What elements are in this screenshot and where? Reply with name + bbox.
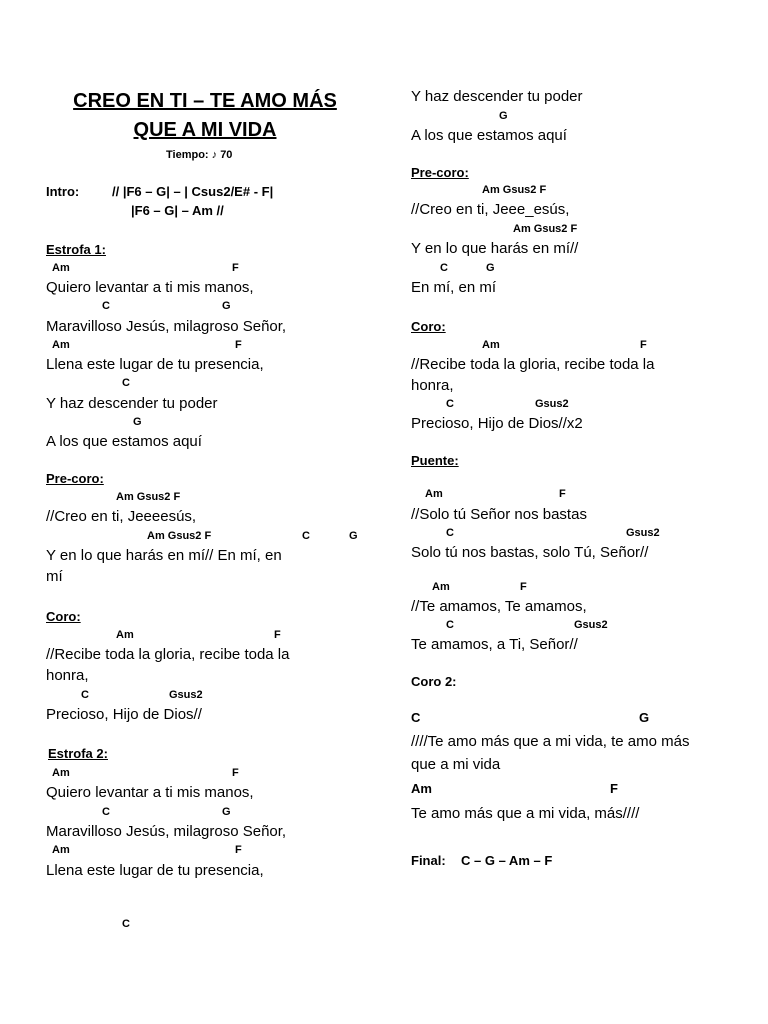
song-title-line2: QUE A MI VIDA	[133, 119, 277, 141]
lyric-line: que a mi vida	[411, 756, 501, 773]
chord: G	[133, 416, 142, 428]
lyric-line: A los que estamos aquí	[46, 433, 202, 450]
lyric-line: Llena este lugar de tu presencia,	[46, 356, 264, 373]
song-title-line1: CREO EN TI – TE AMO MÁS	[73, 90, 337, 112]
lyric-line: Y en lo que harás en mí// En mí, en	[46, 547, 282, 564]
lyric-line: Precioso, Hijo de Dios//	[46, 706, 202, 723]
chord: C	[411, 710, 421, 725]
chord: F	[274, 629, 281, 641]
chord: Am	[116, 629, 134, 641]
chord: F	[232, 767, 239, 779]
lyric-line: Llena este lugar de tu presencia,	[46, 862, 264, 879]
chord: C	[122, 377, 130, 389]
chord: Gsus2	[535, 398, 569, 410]
final-label: Final:	[411, 853, 446, 868]
lyric-line: Quiero levantar a ti mis manos,	[46, 784, 254, 801]
chord: F	[559, 488, 566, 500]
chord: C	[446, 527, 454, 539]
lyric-line: //Recibe toda la gloria, recibe toda la	[46, 646, 290, 663]
chord: G	[499, 110, 508, 122]
lyric-line: Quiero levantar a ti mis manos,	[46, 279, 254, 296]
coro-label: Coro:	[46, 609, 81, 624]
chord: F	[640, 339, 647, 351]
lyric-line: A los que estamos aquí	[411, 127, 567, 144]
lyric-line: Te amamos, a Ti, Señor//	[411, 636, 578, 653]
lyric-line: Y haz descender tu poder	[411, 88, 583, 105]
coro-label: Coro:	[411, 319, 446, 334]
lyric-line: En mí, en mí	[411, 279, 497, 296]
chord: F	[520, 581, 527, 593]
lyric-line: //Creo en ti, Jeee_esús,	[411, 201, 570, 218]
coro2-label: Coro 2:	[411, 674, 457, 689]
chord: Gsus2	[626, 527, 660, 539]
chord: Am	[52, 339, 70, 351]
chord: F	[232, 262, 239, 274]
chord: C	[122, 918, 130, 930]
chord: Am	[432, 581, 450, 593]
chord: Am	[52, 262, 70, 274]
lyric-line: //Creo en ti, Jeeeesús,	[46, 508, 197, 525]
chord-line: Am Gsus2 F	[116, 491, 181, 503]
estrofa1-label: Estrofa 1:	[46, 242, 106, 257]
chord: C	[102, 300, 110, 312]
lyric-line: Te amo más que a mi vida, más////	[411, 805, 640, 822]
chord: Gsus2	[169, 689, 203, 701]
chord: Am	[52, 767, 70, 779]
lyric-line: ////Te amo más que a mi vida, te amo más	[411, 733, 690, 750]
lyric-line: Precioso, Hijo de Dios//x2	[411, 415, 583, 432]
lyric-line: //Solo tú Señor nos bastas	[411, 506, 587, 523]
chord: G	[639, 710, 650, 725]
chord: C	[446, 619, 454, 631]
lyric-line: mí	[46, 568, 63, 585]
chord: G	[222, 806, 231, 818]
chord: Am	[425, 488, 443, 500]
chord: C	[440, 262, 448, 274]
lyric-line: Solo tú nos bastas, solo Tú, Señor//	[411, 544, 649, 561]
tempo: Tiempo: ♪ 70	[166, 149, 233, 161]
chord-line: Am Gsus2 F	[513, 223, 578, 235]
precoro-label: Pre-coro:	[411, 165, 469, 180]
chord: Am	[411, 781, 432, 796]
chord: C	[446, 398, 454, 410]
estrofa2-label: Estrofa 2:	[48, 746, 108, 761]
intro-line2: |F6 – G| – Am //	[131, 203, 224, 218]
intro-label: Intro:	[46, 184, 80, 199]
precoro-label: Pre-coro:	[46, 471, 104, 486]
chord: F	[235, 339, 242, 351]
lyric-line: //Te amamos, Te amamos,	[411, 598, 587, 615]
chord-line: Am Gsus2 F	[482, 184, 547, 196]
lyric-line: honra,	[46, 667, 89, 684]
chord: C	[102, 806, 110, 818]
chord: Gsus2	[574, 619, 608, 631]
chord: C	[302, 530, 310, 542]
lyric-line: //Recibe toda la gloria, recibe toda la	[411, 356, 655, 373]
lyric-line: Y haz descender tu poder	[46, 395, 218, 412]
chord: G	[222, 300, 231, 312]
chord: C	[81, 689, 89, 701]
chord: Am	[52, 844, 70, 856]
intro-line1: // |F6 – G| – | Csus2/E# - F|	[112, 184, 274, 199]
final-chords: C – G – Am – F	[461, 853, 553, 868]
lyric-line: honra,	[411, 377, 454, 394]
lyric-line: Maravilloso Jesús, milagroso Señor,	[46, 823, 287, 840]
lyric-line: Y en lo que harás en mí//	[411, 240, 579, 257]
chord: G	[486, 262, 495, 274]
puente-label: Puente:	[411, 453, 459, 468]
lyric-line: Maravilloso Jesús, milagroso Señor,	[46, 318, 287, 335]
chord-line: Am Gsus2 F	[147, 530, 212, 542]
chord: F	[235, 844, 242, 856]
chord: Am	[482, 339, 500, 351]
chord: F	[610, 781, 618, 796]
chord: G	[349, 530, 358, 542]
